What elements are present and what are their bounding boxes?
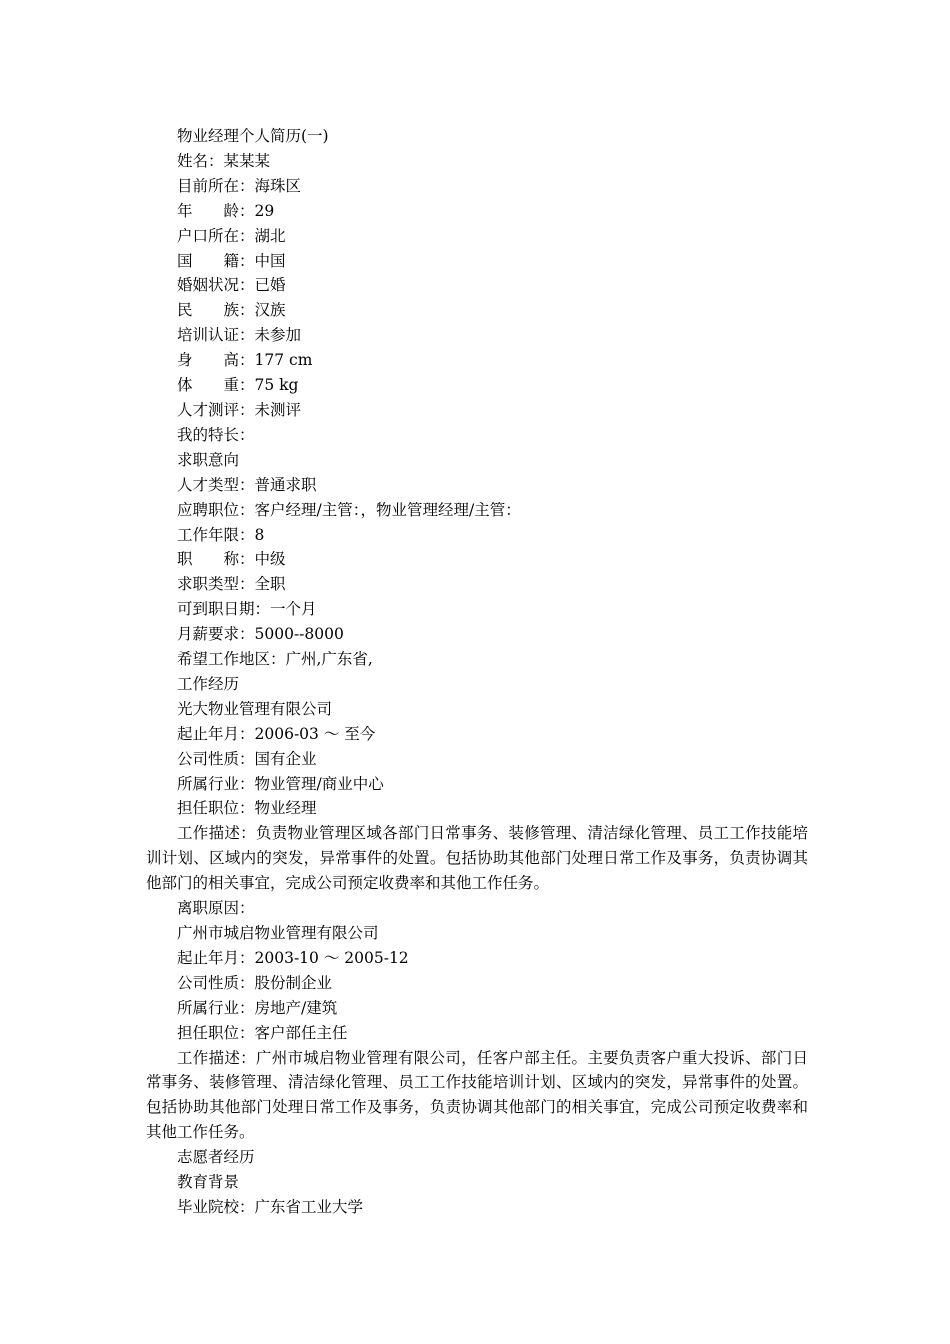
document-line: 婚姻状况：已婚 [177,276,286,295]
job2-description: 工作描述：广州市城启物业管理有限公司，任客户部主任。主要负责客户重大投诉、部门日常事务、装修管理、清洁绿化管理、员工工作技能培训计划、区域内的突发，异常事件的处置。包括协助其他部门处理日常工作及事务，负责协调其他部门的相关事宜，完成公司预定收费率和其他工作任务。 [146,1048,808,1142]
document-line: 培训认证：未参加 [177,326,302,345]
document-line: 毕业院校：广东省工业大学 [177,1197,364,1216]
document-line: 担任职位：物业经理 [177,799,317,818]
education-section [146,1145,808,1220]
document-line: 广州市城启物业管理有限公司 [177,924,379,942]
document-line: 年 龄：29 [177,201,275,220]
document-line: 体 重：75 kg [177,376,299,395]
document-line: 希望工作地区：广州,广东省, [177,650,373,669]
document-line: 所属行业：物业管理/商业中心 [177,774,384,793]
document-line: 求职类型：全职 [177,575,286,594]
document-line: 公司性质：国有企业 [177,749,317,768]
personal-info-section [146,149,808,821]
document-line: 国 籍：中国 [177,251,286,270]
document-line: 我的特长： [177,425,255,444]
document-line: 起止年月：2003-10 ～ 2005-12 [177,948,409,967]
document-line: 户口所在：湖北 [177,226,286,245]
document-line: 人才类型：普通求职 [177,475,317,494]
document-line: 姓名：某某某 [177,151,271,170]
document-line: 志愿者经历 [177,1148,255,1167]
document-line: 求职意向 [177,450,240,469]
document-line: 担任职位：客户部任主任 [177,1023,348,1042]
second-job-section [146,896,808,1045]
document-line: 月薪要求：5000--8000 [177,625,344,644]
document-line: 教育背景 [177,1173,240,1192]
resume-document [146,124,808,1220]
document-line: 职 称：中级 [177,550,286,569]
document-line: 目前所在：海珠区 [177,176,302,195]
document-line: 起止年月：2006-03 ～ 至今 [177,724,376,743]
document-line: 人才测评：未测评 [177,400,302,419]
job1-description: 工作描述：负责物业管理区域各部门日常事务、装修管理、清洁绿化管理、员工工作技能培训计划、区域内的突发，异常事件的处置。包括协助其他部门处理日常工作及事务，负责协调其他部门的相关事宜，完成公司预定收费率和其他工作任务。 [146,824,808,893]
document-line: 民 族：汉族 [177,301,286,320]
document-line: 离职原因： [177,899,255,918]
document-line: 身 高：177 cm [177,351,313,370]
document-line: 工作经历 [177,674,240,693]
document-title: 物业经理个人简历(一) [177,127,329,145]
document-line: 应聘职位：客户经理/主管：，物业管理经理/主管： [177,500,521,519]
document-line: 可到职日期：一个月 [177,600,317,619]
document-line: 光大物业管理有限公司 [177,699,333,718]
document-line: 工作年限：8 [177,525,265,544]
document-line: 所属行业：房地产/建筑 [177,998,338,1017]
document-line: 公司性质：股份制企业 [177,973,333,992]
